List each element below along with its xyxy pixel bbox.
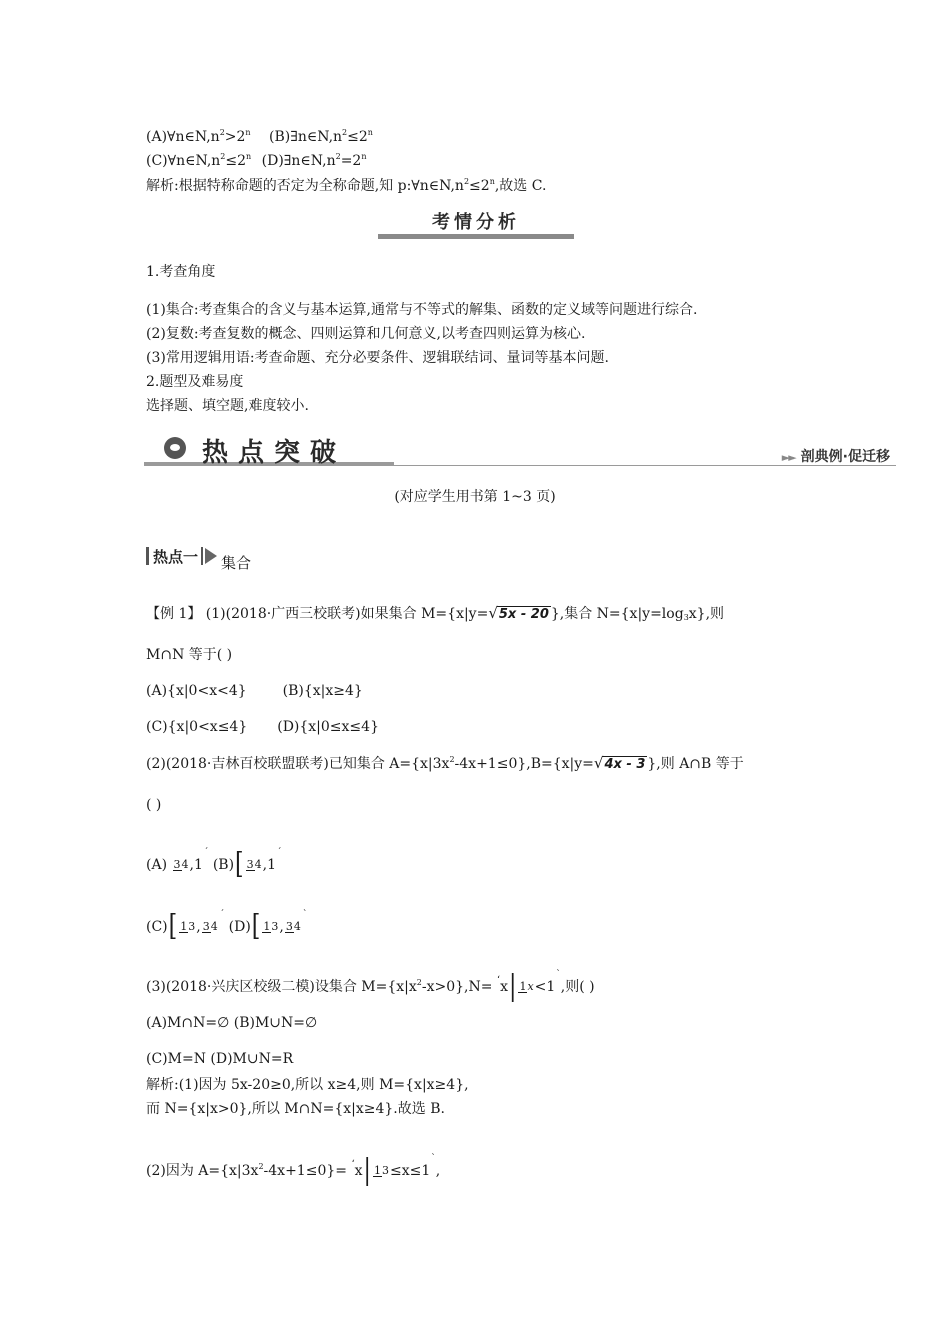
kaoqing-item: 选择题、填空题,难度较小. bbox=[146, 398, 309, 414]
solution-line: 解析:(1)因为 5x-20≥0,所以 x≥4,则 M={x|x≥4}, bbox=[146, 1077, 469, 1093]
hot-banner bbox=[144, 432, 896, 472]
option-line: (C)M=N (D)M∪N=R bbox=[146, 1051, 294, 1067]
kaoqing-item: (3)常用逻辑用语:考查命题、充分必要条件、逻辑联结词、量词等基本问题. bbox=[146, 350, 609, 366]
kaoqing-item: (2)复数:考查复数的概念、四则运算和几何意义,以考查四则运算为核心. bbox=[146, 326, 586, 342]
section-title: 考情分析 bbox=[432, 212, 520, 233]
option-line: (A){x|0<x<4} (B){x|x≥4} bbox=[146, 683, 363, 699]
question-line: M∩N 等于( ) bbox=[146, 647, 233, 663]
example-heading: 【例 1】 (1)(2018·广西三校联考)如果集合 M={x|y=√5x - 20 },集合 $N=\{x|y=\log_3x\}$,则 bbox=[146, 604, 725, 622]
option-line: (C){x|0<x≤4} (D){x|0≤x≤4} bbox=[146, 719, 379, 735]
hotspot-label: 热点一 集合 bbox=[146, 546, 251, 566]
question-paren: ( ) bbox=[146, 797, 162, 813]
banner-title: 热点突破 bbox=[202, 438, 347, 468]
option-line-intervals: (C)[ 13, 34ˊ (D)[ 13, 34ˋ bbox=[146, 910, 308, 943]
kaoqing-item: 1.考查角度 bbox=[146, 264, 216, 280]
kaoqing-item: 2.题型及难易度 bbox=[146, 374, 244, 390]
option-line-cd: $(C)\forall n\in N,n^2\le 2^n$ $(D)\exists n\in N,n^2=2^n$ bbox=[146, 152, 367, 169]
solution-line: 解析:根据特称命题的否定为全称命题,知 $p:\forall n\in N,n^2\le 2^n$,故选 C. bbox=[146, 177, 547, 194]
solution-line: 而 N={x|x>0},所以 M∩N={x|x≥4}.故选 B. bbox=[146, 1101, 445, 1117]
section-underline bbox=[378, 234, 574, 239]
section-header-kaoqing bbox=[378, 204, 574, 240]
option-line-intervals: (A) 34,1ˊ (B)[ 34,1ˊ bbox=[146, 848, 282, 881]
question-2: (2)(2018·吉林百校联盟联考)已知集合 $A=\{x|3x^2-4x+1\le 0\},B=\{x|y=√4x - 3$ },则 A∩B 等于 bbox=[146, 754, 744, 772]
play-triangle-icon bbox=[205, 548, 217, 564]
question-3: (3)(2018·兴庆区校级二模)设集合 $M=\{x|x^2-x>0\},N=$ ʻx| 1x<1ˋ,则( ) bbox=[146, 970, 595, 1003]
target-icon bbox=[164, 437, 186, 459]
banner-subtitle: ►► 剖典例·促迁移 bbox=[781, 449, 890, 465]
kaoqing-item: (1)集合:考查集合的含义与基本运算,通常与不等式的解集、函数的定义域等问题进行综合. bbox=[146, 302, 698, 318]
page-reference-note: (对应学生用书第 1~3 页) bbox=[394, 489, 556, 505]
option-line-ab: $(A)\forall n\in N,n^2>2^n$ $(B)\exists n\in N,n^2\le 2^n$ bbox=[146, 128, 373, 145]
option-line: (A)M∩N=∅ (B)M∪N=∅ bbox=[146, 1015, 318, 1031]
solution-line: (2)因为 $A=\{x|3x^2-4x+1\le 0\}=$ ʻx| 13≤x≤1ˋ, bbox=[146, 1154, 441, 1187]
double-arrow-icon: ►► bbox=[781, 451, 795, 464]
